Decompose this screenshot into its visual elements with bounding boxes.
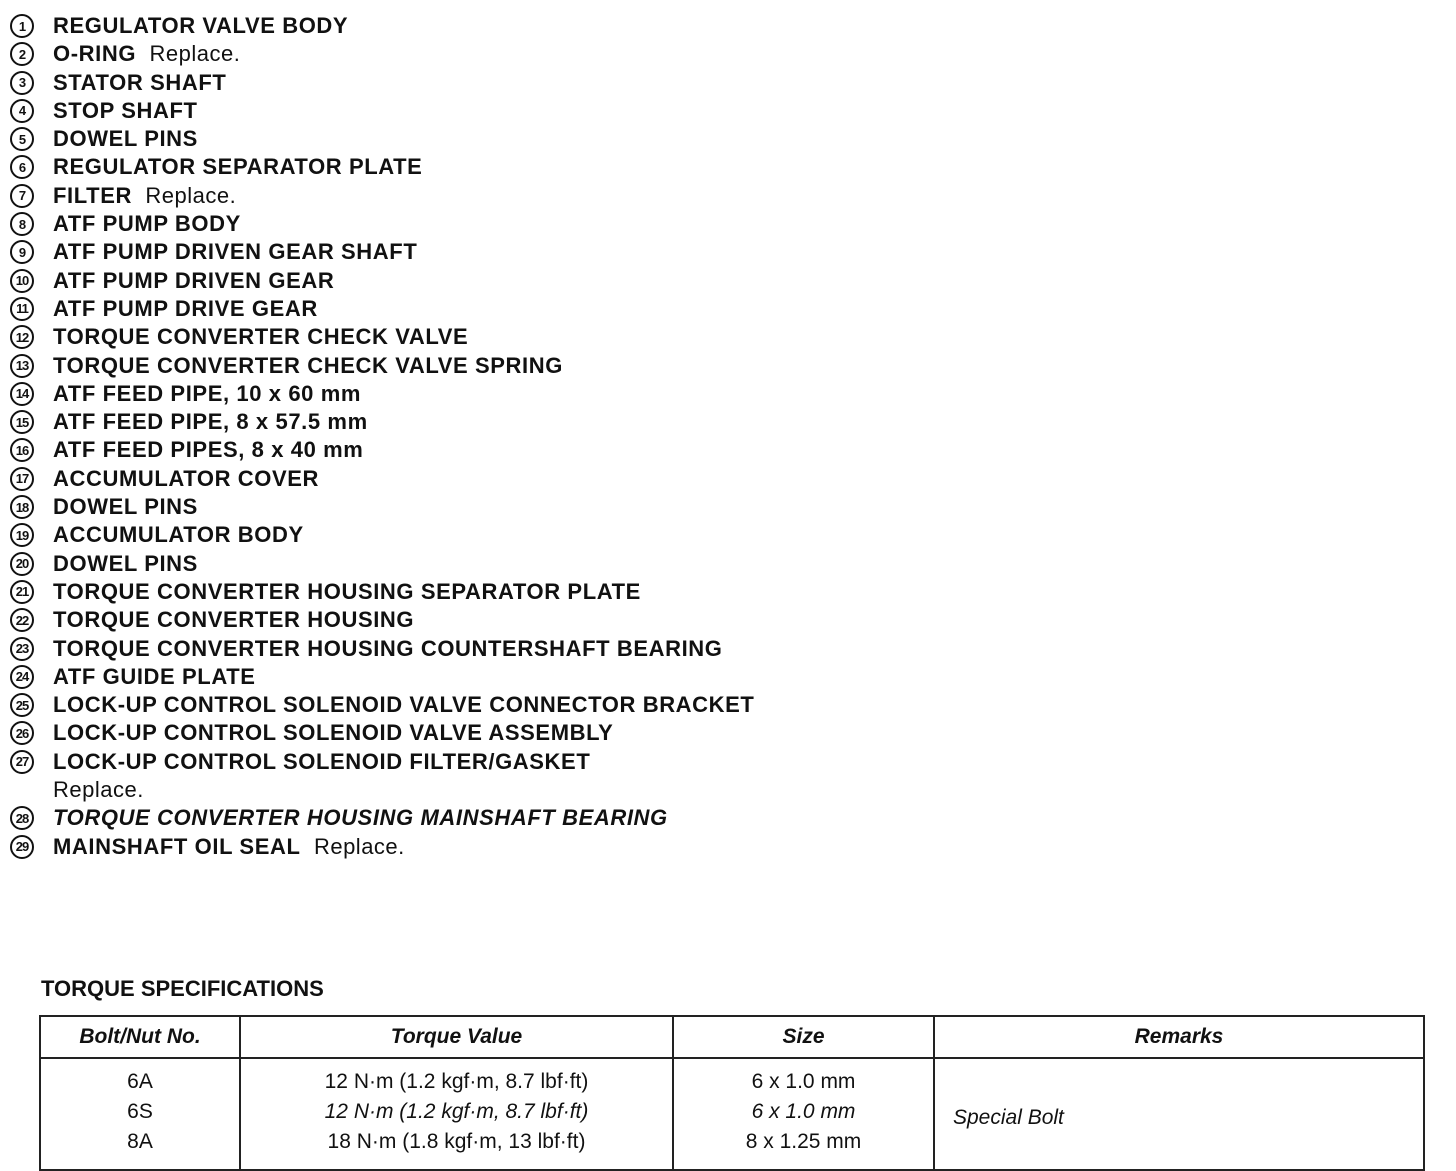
part-text <box>53 238 770 266</box>
part-text <box>53 804 770 832</box>
circled-number-icon: 15 <box>10 410 34 434</box>
part-item <box>10 238 770 266</box>
part-item <box>10 352 770 380</box>
part-note: Replace. <box>53 777 144 803</box>
circled-number-icon: 11 <box>10 297 34 321</box>
circled-number-icon: 16 <box>10 438 34 462</box>
circled-number-icon: 14 <box>10 382 34 406</box>
part-name: DOWEL PINS <box>53 126 198 152</box>
part-item <box>10 380 770 408</box>
part-text <box>53 295 770 323</box>
cell-torque: 12 N·m (1.2 kgf·m, 8.7 lbf·ft) <box>240 1097 673 1127</box>
part-item <box>10 12 770 40</box>
part-text <box>53 635 770 663</box>
part-name: DOWEL PINS <box>53 494 198 520</box>
part-name: ATF PUMP BODY <box>53 211 241 237</box>
part-item <box>10 521 770 549</box>
part-item <box>10 833 770 861</box>
part-item <box>10 323 770 351</box>
circled-number-icon: 6 <box>10 155 34 179</box>
circled-number-icon: 9 <box>10 240 34 264</box>
part-name: ACCUMULATOR BODY <box>53 522 304 548</box>
part-name: REGULATOR SEPARATOR PLATE <box>53 154 423 180</box>
part-text <box>53 12 770 40</box>
cell-size: 6 x 1.0 mm <box>673 1058 934 1097</box>
part-text <box>53 408 770 436</box>
part-item <box>10 295 770 323</box>
part-text <box>53 153 770 181</box>
part-item <box>10 719 770 747</box>
circled-number-icon: 29 <box>10 835 34 859</box>
header-remarks: Remarks <box>934 1016 1424 1058</box>
part-item <box>10 408 770 436</box>
part-name: MAINSHAFT OIL SEAL <box>53 833 301 859</box>
part-text <box>53 833 770 861</box>
part-name: ATF PUMP DRIVEN GEAR <box>53 267 335 293</box>
circled-number-icon: 23 <box>10 637 34 661</box>
part-item <box>10 182 770 210</box>
part-text <box>53 550 770 578</box>
part-name: TORQUE CONVERTER HOUSING <box>53 607 415 633</box>
part-text <box>53 691 770 719</box>
part-item <box>10 69 770 97</box>
part-text <box>53 719 770 747</box>
circled-number-icon: 20 <box>10 552 34 576</box>
part-text <box>53 578 770 606</box>
part-name: ATF GUIDE PLATE <box>53 663 256 689</box>
part-item <box>10 40 770 68</box>
part-item <box>10 804 770 832</box>
circled-number-icon: 25 <box>10 693 34 717</box>
part-text <box>53 182 770 210</box>
part-note: Replace. <box>145 182 237 208</box>
part-text <box>53 267 770 295</box>
cell-size: 6 x 1.0 mm <box>673 1097 934 1127</box>
torque-specifications-title: TORQUE SPECIFICATIONS <box>41 976 324 1001</box>
cell-torque: 18 N·m (1.8 kgf·m, 13 lbf·ft) <box>240 1127 673 1170</box>
part-item <box>10 748 770 805</box>
part-item <box>10 578 770 606</box>
part-text <box>53 493 770 521</box>
part-name: ACCUMULATOR COVER <box>53 465 320 491</box>
cell-remarks: Special Bolt <box>934 1058 1424 1170</box>
part-name: REGULATOR VALVE BODY <box>53 13 349 38</box>
part-name: DOWEL PINS <box>53 550 198 576</box>
part-item <box>10 635 770 663</box>
circled-number-icon: 22 <box>10 608 34 632</box>
part-text <box>53 69 770 97</box>
circled-number-icon: 24 <box>10 665 34 689</box>
part-text <box>53 40 770 68</box>
part-name: ATF FEED PIPES, 8 x 40 mm <box>53 437 364 463</box>
part-text <box>53 436 770 464</box>
part-item <box>10 691 770 719</box>
circled-number-icon: 12 <box>10 325 34 349</box>
part-text <box>53 323 770 351</box>
circled-number-icon: 17 <box>10 467 34 491</box>
part-text <box>53 97 770 125</box>
part-item <box>10 465 770 493</box>
table-row <box>40 1058 1424 1097</box>
part-text <box>53 465 770 493</box>
part-text <box>53 352 770 380</box>
circled-number-icon: 21 <box>10 580 34 604</box>
part-name: TORQUE CONVERTER HOUSING MAINSHAFT BEARING <box>53 805 668 831</box>
circled-number-icon: 1 <box>10 14 34 38</box>
circled-number-icon: 5 <box>10 127 34 151</box>
circled-number-icon: 2 <box>10 42 34 66</box>
circled-number-icon: 26 <box>10 721 34 745</box>
part-item <box>10 267 770 295</box>
part-text <box>53 210 770 238</box>
part-name: LOCK-UP CONTROL SOLENOID VALVE ASSEMBLY <box>53 720 614 746</box>
part-name: LOCK-UP CONTROL SOLENOID VALVE CONNECTOR BRACKET <box>53 692 755 718</box>
part-item <box>10 153 770 181</box>
parts-list <box>10 12 770 861</box>
circled-number-icon: 4 <box>10 99 34 123</box>
part-text <box>53 125 770 153</box>
part-name: FILTER <box>53 182 132 208</box>
cell-bolt: 6S <box>40 1097 240 1127</box>
part-name: ATF PUMP DRIVE GEAR <box>53 295 318 321</box>
circled-number-icon: 18 <box>10 495 34 519</box>
part-text <box>53 380 770 408</box>
part-text <box>53 748 770 805</box>
part-name: ATF FEED PIPE, 8 x 57.5 mm <box>53 409 368 435</box>
circled-number-icon: 19 <box>10 523 34 547</box>
part-name: TORQUE CONVERTER HOUSING SEPARATOR PLATE <box>53 578 641 604</box>
header-bolt-nut-no: Bolt/Nut No. <box>40 1016 240 1058</box>
circled-number-icon: 13 <box>10 354 34 378</box>
part-name: TORQUE CONVERTER CHECK VALVE SPRING <box>53 352 563 378</box>
part-text <box>53 663 770 691</box>
part-item <box>10 663 770 691</box>
part-item <box>10 436 770 464</box>
part-name: STOP SHAFT <box>53 97 198 123</box>
table-header-row <box>40 1016 1424 1058</box>
part-item <box>10 606 770 634</box>
circled-number-icon: 28 <box>10 806 34 830</box>
header-size: Size <box>673 1016 934 1058</box>
part-item <box>10 493 770 521</box>
part-name: ATF FEED PIPE, 10 x 60 mm <box>53 380 362 406</box>
circled-number-icon: 10 <box>10 269 34 293</box>
part-name: ATF PUMP DRIVEN GEAR SHAFT <box>53 239 418 265</box>
cell-torque: 12 N·m (1.2 kgf·m, 8.7 lbf·ft) <box>240 1058 673 1097</box>
part-item <box>10 125 770 153</box>
cell-bolt: 8A <box>40 1127 240 1170</box>
part-name: O-RING <box>53 41 137 67</box>
cell-bolt: 6A <box>40 1058 240 1097</box>
part-name: STATOR SHAFT <box>53 69 227 95</box>
part-name: TORQUE CONVERTER CHECK VALVE <box>53 324 469 350</box>
part-item <box>10 97 770 125</box>
part-note: Replace. <box>313 833 405 859</box>
part-note: Replace. <box>149 41 241 67</box>
part-text <box>53 606 770 634</box>
part-text <box>53 521 770 549</box>
part-name: TORQUE CONVERTER HOUSING COUNTERSHAFT BEARING <box>53 635 723 661</box>
part-item <box>10 210 770 238</box>
cell-size: 8 x 1.25 mm <box>673 1127 934 1170</box>
circled-number-icon: 8 <box>10 212 34 236</box>
part-item <box>10 550 770 578</box>
circled-number-icon: 27 <box>10 750 34 774</box>
circled-number-icon: 7 <box>10 184 34 208</box>
circled-number-icon: 3 <box>10 71 34 95</box>
header-torque-value: Torque Value <box>240 1016 673 1058</box>
torque-specifications-table <box>39 1015 1425 1171</box>
part-name: LOCK-UP CONTROL SOLENOID FILTER/GASKET <box>53 748 591 774</box>
